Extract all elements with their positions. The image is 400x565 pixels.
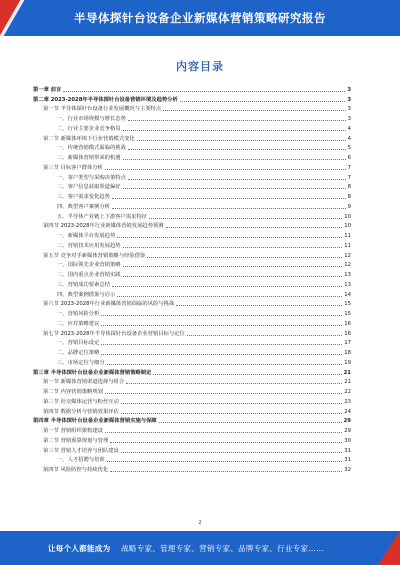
toc-entry-page: 16 — [344, 330, 351, 337]
toc-entry-label: 第四章 半导体探针台设备企业新媒体营销实施与保障 — [33, 418, 157, 425]
toc-entry[interactable] — [33, 327, 351, 337]
toc-entry[interactable] — [33, 239, 351, 249]
toc-entry-page: 9 — [347, 203, 351, 210]
toc-entry-label: 一、国际领先企业营销策略 — [57, 262, 121, 269]
footer-lead: 让每个人都能成为 — [48, 544, 111, 553]
toc-entry-label: 一、客户类型与采购决策特点 — [57, 174, 126, 181]
toc-entry-label: 第二章 2023-2028年半导体探针台设备营销环境及趋势分析 — [33, 96, 178, 103]
toc-entry[interactable] — [33, 434, 351, 444]
toc-entry-label: 第四节 风险防控与持续优化 — [43, 467, 109, 473]
toc-entry-label: 一、营销风险分析 — [57, 311, 100, 317]
toc-entry-label: 四、典型案例借鉴与启示 — [57, 291, 116, 298]
toc-entry-label: 第四节 2023-2028年行业新媒体营销发展趋势预测 — [43, 223, 164, 230]
toc-leader-dots — [105, 169, 346, 170]
toc-entry-page: 3 — [347, 96, 351, 103]
toc-leader-dots — [101, 315, 342, 316]
toc-entry[interactable] — [33, 210, 351, 220]
toc-entry-page: 14 — [344, 291, 351, 298]
toc-entry-label: 第四节 数据分析与营销效果评估 — [43, 408, 119, 415]
toc-leader-dots — [101, 325, 342, 326]
toc-entry[interactable] — [33, 346, 351, 356]
toc-leader-dots — [112, 286, 342, 287]
toc-entry[interactable] — [33, 385, 351, 395]
toc-entry-page: 4 — [347, 135, 351, 142]
toc-entry-page: 8 — [347, 194, 351, 200]
toc-entry[interactable] — [33, 200, 351, 210]
toc-entry[interactable] — [33, 395, 351, 405]
toc-entry-label: 二、品牌定位策略 — [57, 350, 100, 356]
toc-entry-label: 第三节 营销人才培养与团队建设 — [43, 447, 119, 454]
footer-band — [0, 531, 400, 565]
toc-leader-dots — [166, 227, 343, 228]
toc-entry-label: 五、半导体产业链上下游客户需求特征 — [57, 213, 148, 220]
toc-entry[interactable] — [33, 454, 351, 464]
toc-entry-page: 6 — [347, 155, 351, 161]
toc-entry-label: 四、典型客户案例分析 — [57, 203, 110, 210]
toc-leader-dots — [123, 266, 343, 267]
toc-entry-page: 7 — [347, 174, 351, 181]
toc-leader-dots — [176, 305, 342, 306]
toc-entry-page: 15 — [344, 301, 351, 308]
toc-entry-page: 22 — [344, 389, 351, 395]
toc-entry-label: 一、传统营销模式面临的挑战 — [57, 145, 126, 152]
toc-leader-dots — [121, 413, 342, 414]
toc-leader-dots — [110, 442, 342, 443]
table-of-contents — [33, 83, 351, 473]
toc-entry-page: 3 — [347, 116, 351, 122]
toc-leader-dots — [123, 276, 343, 277]
toc-entry[interactable] — [33, 161, 351, 171]
toc-entry-page: 32 — [344, 467, 351, 473]
toc-leader-dots — [112, 198, 346, 199]
toc-leader-dots — [128, 179, 346, 180]
toc-leader-dots — [121, 452, 342, 453]
toc-entry[interactable] — [33, 278, 351, 288]
header-band — [0, 0, 400, 36]
toc-entry[interactable] — [33, 376, 351, 386]
toc-entry-label: 第三节 社交媒体运营与粉丝互动 — [43, 398, 119, 405]
toc-leader-dots — [149, 218, 342, 219]
toc-entry-page: 5 — [347, 145, 351, 152]
toc-entry[interactable] — [33, 356, 351, 366]
toc-entry-page: 29 — [343, 418, 351, 425]
toc-leader-dots — [117, 296, 342, 297]
toc-entry-page: 12 — [344, 252, 351, 259]
toc-entry-label: 二、营销技术应用发展趋势 — [57, 242, 121, 249]
toc-entry-page: 10 — [344, 213, 351, 220]
toc-entry-label: 三、客户需求变化趋势 — [57, 194, 110, 200]
toc-entry-page: 3 — [347, 106, 351, 113]
toc-entry-label: 第一节 营销组织架构建设 — [43, 428, 103, 434]
toc-entry-label: 二、应对策略建议 — [57, 320, 100, 327]
toc-entry[interactable] — [33, 298, 351, 308]
toc-entry-page: 31 — [344, 447, 351, 454]
toc-leader-dots — [128, 149, 346, 150]
toc-entry[interactable] — [33, 151, 351, 161]
toc-entry-label: 第五节 竞争对手新媒体营销策略与经验借鉴 — [43, 252, 146, 259]
toc-entry-page: 21 — [343, 369, 351, 376]
toc-leader-dots — [147, 257, 342, 258]
toc-entry-label: 第七节 2023-2028年半导体探针台设备企业营销目标与定位 — [43, 330, 185, 337]
toc-entry[interactable] — [33, 83, 351, 93]
toc-entry[interactable] — [33, 190, 351, 200]
toc-entry[interactable] — [33, 463, 351, 473]
toc-entry-page: 13 — [344, 272, 351, 278]
toc-entry[interactable] — [33, 444, 351, 454]
toc-entry[interactable] — [33, 415, 351, 425]
toc-entry-page: 8 — [347, 184, 351, 191]
toc-entry[interactable] — [33, 181, 351, 191]
toc-entry-page: 12 — [344, 262, 351, 269]
toc-entry[interactable] — [33, 112, 351, 122]
toc-entry-label: 一、行业市场规模与增长态势 — [57, 116, 126, 122]
toc-entry-page: 7 — [347, 164, 351, 171]
toc-entry-page: 18 — [344, 350, 351, 356]
footer-red-corner — [378, 531, 400, 565]
toc-leader-dots — [180, 101, 346, 102]
toc-entry-page: 19 — [344, 359, 351, 366]
toc-entry[interactable] — [33, 405, 351, 415]
toc-entry-page: 16 — [344, 320, 351, 327]
footer-tagline: 战略专家、管理专家、营销专家、品牌专家、行业专家…… — [121, 544, 324, 553]
toc-entry[interactable] — [33, 317, 351, 327]
toc-entry[interactable] — [33, 259, 351, 269]
toc-entry[interactable] — [33, 229, 351, 239]
toc-entry-page: 30 — [344, 437, 351, 444]
toc-leader-dots — [123, 130, 346, 131]
toc-entry[interactable] — [33, 93, 351, 103]
toc-entry-page: 29 — [344, 428, 351, 434]
toc-entry-page: 4 — [347, 125, 351, 132]
toc-leader-dots — [123, 247, 343, 248]
toc-entry-label: 第一节 半导体探针台设备行业发展概况与主要特点 — [43, 106, 162, 113]
toc-leader-dots — [101, 354, 342, 355]
footer-slogan — [48, 543, 370, 554]
toc-leader-dots — [153, 374, 341, 375]
toc-entry-label: 一、新媒体平台发展趋势 — [57, 233, 116, 239]
toc-leader-dots — [105, 393, 342, 394]
toc-entry-label: 第三章 半导体探针台设备企业新媒体营销策略制定 — [33, 369, 152, 376]
toc-entry-page: 13 — [344, 281, 351, 288]
toc-entry[interactable] — [33, 220, 351, 230]
toc-entry-page: 3 — [347, 86, 351, 93]
toc-entry-label: 第一章 前言 — [33, 86, 62, 93]
toc-entry-page: 31 — [344, 457, 351, 464]
toc-entry-page: 15 — [344, 311, 351, 317]
toc-entry-page: 24 — [344, 408, 351, 415]
toc-entry-label: 一、营销目标设定 — [57, 340, 100, 347]
toc-leader-dots — [126, 383, 342, 384]
toc-leader-dots — [63, 91, 345, 92]
toc-entry-label: 二、行业主要企业竞争格局 — [57, 125, 121, 132]
toc-entry-label: 第二节 内容营销策略规划 — [43, 389, 103, 395]
toc-entry[interactable] — [33, 142, 351, 152]
toc-entry[interactable] — [33, 337, 351, 347]
toc-entry-page: 21 — [344, 379, 351, 386]
toc-entry-label: 第三节 目标客户群体分析 — [43, 164, 103, 171]
toc-entry-label: 三、营销成功要素总结 — [57, 281, 110, 288]
toc-entry-page: 11 — [344, 233, 351, 239]
toc-leader-dots — [163, 110, 345, 111]
toc-entry-label: 二、新媒体营销带来的机遇 — [57, 155, 121, 161]
toc-entry-page: 23 — [344, 398, 351, 405]
toc-heading: 内容目录 — [176, 60, 224, 73]
toc-leader-dots — [187, 335, 342, 336]
toc-entry-label: 一、人才招聘与培训 — [57, 457, 105, 464]
toc-entry-label: 第二节 新媒体环境下行业营销模式变化 — [43, 135, 135, 142]
toc-leader-dots — [123, 159, 346, 160]
report-title: 半导体探针台设备企业新媒体营销策略研究报告 — [74, 11, 326, 25]
toc-entry[interactable] — [33, 268, 351, 278]
toc-entry-page: 17 — [344, 340, 351, 347]
toc-leader-dots — [101, 344, 342, 345]
toc-entry[interactable] — [33, 171, 351, 181]
toc-entry-label: 第二节 营销预算规划与管理 — [43, 437, 109, 444]
toc-entry-page: 10 — [344, 223, 351, 230]
toc-entry-label: 二、客户信息获取渠道偏好 — [57, 184, 121, 191]
toc-leader-dots — [121, 403, 342, 404]
toc-entry[interactable] — [33, 103, 351, 113]
toc-leader-dots — [159, 422, 342, 423]
toc-entry-label: 第一节 新媒体营销渠道选择与组合 — [43, 379, 125, 386]
toc-entry[interactable] — [33, 288, 351, 298]
toc-entry-label: 二、国内重点企业营销实践 — [57, 272, 121, 278]
toc-leader-dots — [107, 364, 343, 365]
toc-leader-dots — [117, 237, 342, 238]
toc-entry-label: 三、市场定位与细分 — [57, 359, 105, 366]
toc-entry[interactable] — [33, 424, 351, 434]
toc-entry-page: 11 — [344, 242, 351, 249]
page-number: 2 — [198, 520, 202, 526]
toc-leader-dots — [137, 140, 346, 141]
toc-leader-dots — [110, 471, 342, 472]
toc-entry-label: 第六节 2023-2028年行业新媒体营销面临的风险与挑战 — [43, 301, 175, 308]
toc-entry[interactable] — [33, 307, 351, 317]
toc-entry[interactable] — [33, 366, 351, 376]
toc-leader-dots — [107, 461, 343, 462]
toc-entry[interactable] — [33, 249, 351, 259]
toc-entry[interactable] — [33, 132, 351, 142]
toc-leader-dots — [105, 432, 342, 433]
toc-leader-dots — [123, 188, 346, 189]
toc-leader-dots — [128, 120, 346, 121]
toc-leader-dots — [112, 208, 346, 209]
toc-entry[interactable] — [33, 122, 351, 132]
